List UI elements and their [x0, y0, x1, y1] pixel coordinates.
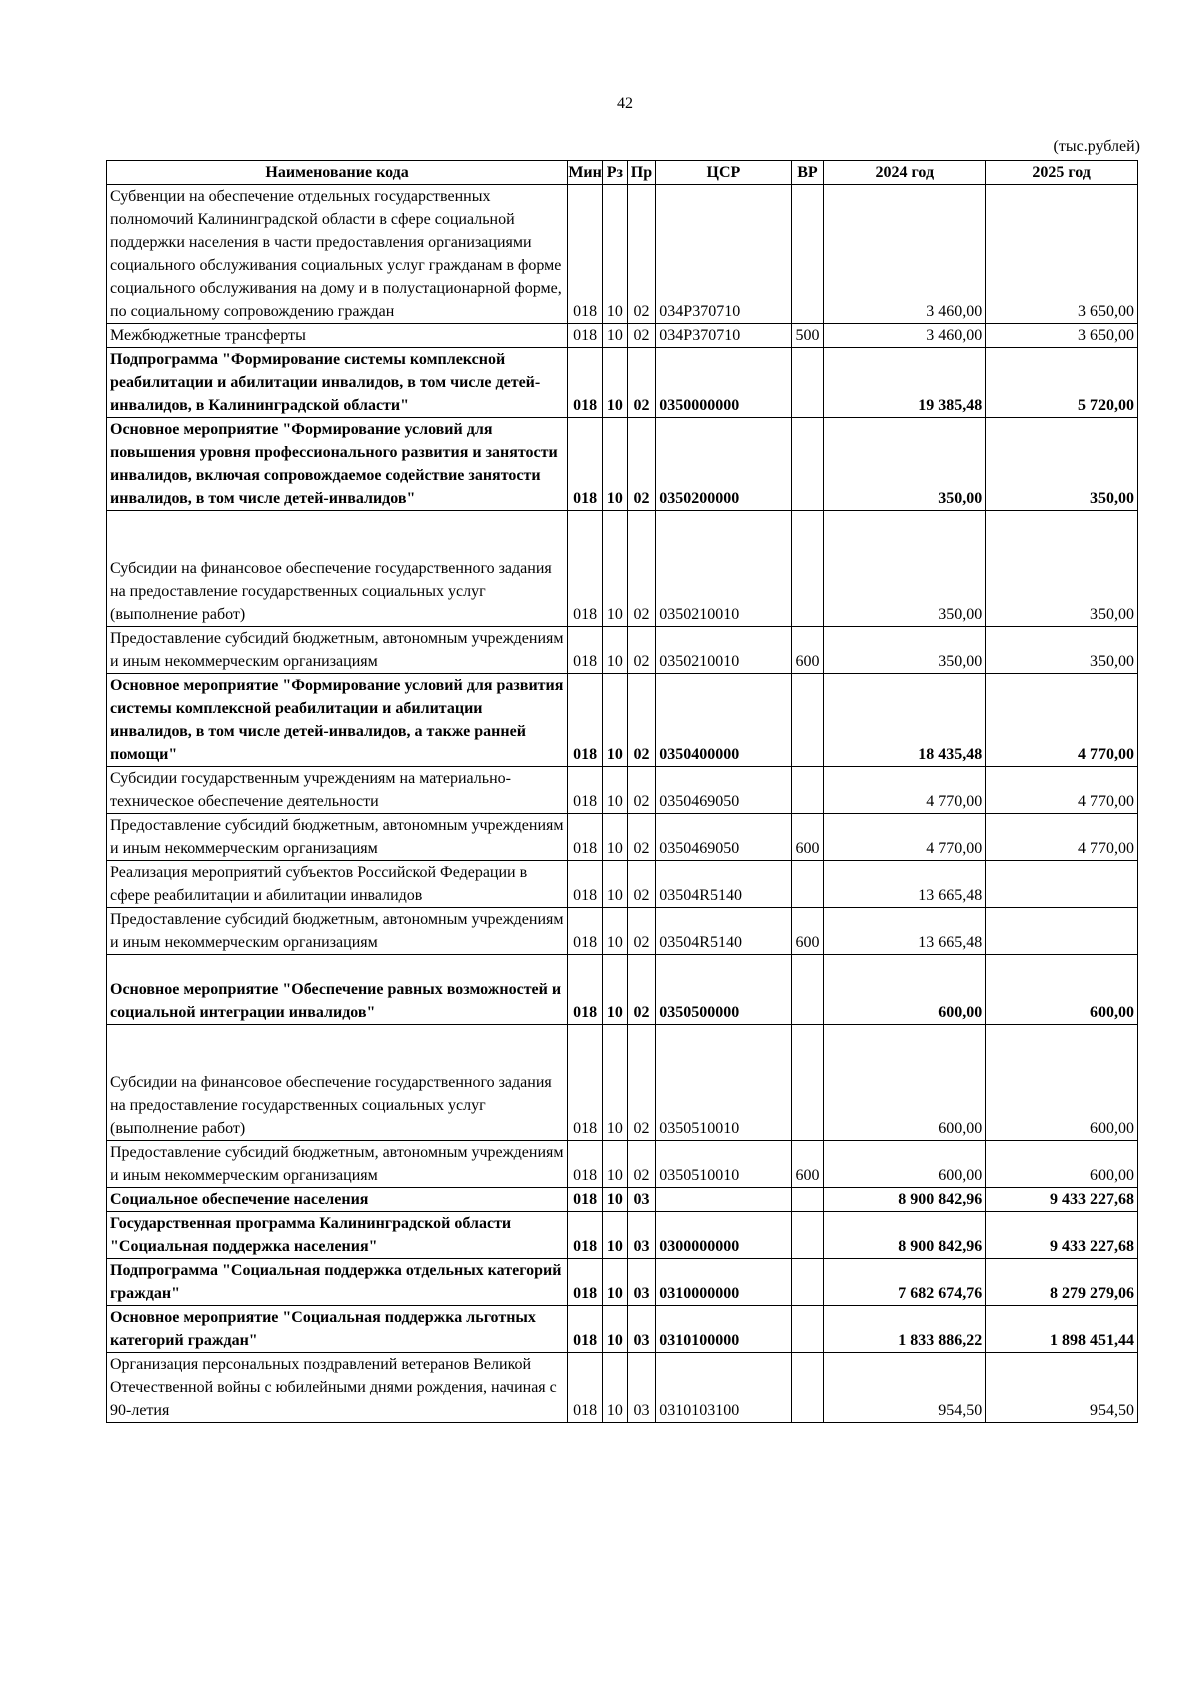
- table-row: [107, 511, 1138, 627]
- row-2024: 600,00: [824, 1025, 986, 1141]
- row-vr: [791, 348, 824, 418]
- row-min: 018: [568, 1025, 603, 1141]
- row-csr: 0310000000: [656, 1259, 791, 1306]
- row-2024: 4 770,00: [824, 814, 986, 861]
- row-rz: 10: [603, 861, 628, 908]
- row-min: 018: [568, 1188, 603, 1212]
- row-csr: 034P370710: [656, 185, 791, 324]
- table-row: [107, 908, 1138, 955]
- row-name: Субсидии на финансовое обеспечение государственного задания на предоставление государственных социальных услуг (выполнение работ): [110, 560, 552, 623]
- row-min: 018: [568, 1259, 603, 1306]
- row-min: 018: [568, 1212, 603, 1259]
- row-2025: 3 650,00: [986, 185, 1138, 324]
- row-min: 018: [568, 861, 603, 908]
- row-min: 018: [568, 767, 603, 814]
- header-2024: 2024 год: [824, 161, 986, 185]
- table-row: [107, 1259, 1138, 1306]
- row-2024: 8 900 842,96: [824, 1188, 986, 1212]
- row-2024: 8 900 842,96: [824, 1212, 986, 1259]
- table-row: [107, 861, 1138, 908]
- row-2025: 4 770,00: [986, 814, 1138, 861]
- row-min: 018: [568, 908, 603, 955]
- row-2025: 600,00: [986, 1141, 1138, 1188]
- row-2025: 350,00: [986, 418, 1138, 511]
- row-name: Предоставление субсидий бюджетным, автономным учреждениям и иным некоммерческим организациям: [107, 908, 568, 955]
- row-2024: 3 460,00: [824, 324, 986, 348]
- row-2025: 9 433 227,68: [986, 1188, 1138, 1212]
- row-vr: [791, 1306, 824, 1353]
- row-rz: 10: [603, 1188, 628, 1212]
- row-min: 018: [568, 1141, 603, 1188]
- table-row: [107, 418, 1138, 511]
- row-name-cell: [107, 511, 568, 627]
- row-pr: 02: [627, 861, 656, 908]
- row-name: Субсидии государственным учреждениям на материально-техническое обеспечение деятельности: [107, 767, 568, 814]
- row-rz: 10: [603, 1306, 628, 1353]
- row-rz: 10: [603, 674, 628, 767]
- row-name-cell: [107, 1025, 568, 1141]
- row-2025: 3 650,00: [986, 324, 1138, 348]
- row-2025: 600,00: [986, 955, 1138, 1025]
- row-csr: 03504R5140: [656, 861, 791, 908]
- budget-table: [106, 160, 1138, 1423]
- row-min: 018: [568, 324, 603, 348]
- row-rz: 10: [603, 1025, 628, 1141]
- row-rz: 10: [603, 324, 628, 348]
- row-rz: 10: [603, 814, 628, 861]
- row-csr: 0350210010: [656, 627, 791, 674]
- row-min: 018: [568, 418, 603, 511]
- row-min: 018: [568, 1353, 603, 1423]
- row-rz: 10: [603, 767, 628, 814]
- row-pr: 03: [627, 1188, 656, 1212]
- table-row: [107, 185, 1138, 324]
- row-vr: [791, 418, 824, 511]
- header-min: Мин: [568, 161, 603, 185]
- row-name: Государственная программа Калининградской области "Социальная поддержка населения": [107, 1212, 568, 1259]
- row-pr: 02: [627, 1025, 656, 1141]
- row-rz: 10: [603, 511, 628, 627]
- row-rz: 10: [603, 1212, 628, 1259]
- row-vr: 600: [791, 814, 824, 861]
- row-2025: 1 898 451,44: [986, 1306, 1138, 1353]
- row-rz: 10: [603, 1353, 628, 1423]
- row-rz: 10: [603, 955, 628, 1025]
- row-rz: 10: [603, 1259, 628, 1306]
- row-vr: 600: [791, 1141, 824, 1188]
- row-2025: 600,00: [986, 1025, 1138, 1141]
- table-row: [107, 627, 1138, 674]
- row-2024: 18 435,48: [824, 674, 986, 767]
- row-min: 018: [568, 627, 603, 674]
- row-csr: 0350510010: [656, 1141, 791, 1188]
- row-pr: 02: [627, 185, 656, 324]
- row-2024: 3 460,00: [824, 185, 986, 324]
- row-vr: [791, 1212, 824, 1259]
- row-vr: [791, 674, 824, 767]
- row-csr: 0350500000: [656, 955, 791, 1025]
- row-rz: 10: [603, 908, 628, 955]
- row-csr: 0350000000: [656, 348, 791, 418]
- row-vr: [791, 1259, 824, 1306]
- row-csr: 0310103100: [656, 1353, 791, 1423]
- row-pr: 02: [627, 955, 656, 1025]
- row-2025: [986, 908, 1138, 955]
- row-rz: 10: [603, 185, 628, 324]
- row-name: Межбюджетные трансферты: [107, 324, 568, 348]
- row-name: Подпрограмма "Формирование системы комплексной реабилитации и абилитации инвалидов, в том числе детей-инвалидов, в Калининградской области": [107, 348, 568, 418]
- row-vr: [791, 185, 824, 324]
- row-min: 018: [568, 955, 603, 1025]
- row-pr: 02: [627, 1141, 656, 1188]
- table-row: [107, 1306, 1138, 1353]
- row-2025: 4 770,00: [986, 767, 1138, 814]
- row-name-cell: [107, 955, 568, 1025]
- row-name: Реализация мероприятий субъектов Российской Федерации в сфере реабилитации и абилитации инвалидов: [107, 861, 568, 908]
- row-2025: 954,50: [986, 1353, 1138, 1423]
- row-vr: [791, 1025, 824, 1141]
- row-2024: 13 665,48: [824, 861, 986, 908]
- row-name: Субсидии на финансовое обеспечение государственного задания на предоставление государственных социальных услуг (выполнение работ): [110, 1074, 552, 1137]
- row-2025: 350,00: [986, 627, 1138, 674]
- row-2024: 350,00: [824, 511, 986, 627]
- row-name: Основное мероприятие "Формирование условий для повышения уровня профессионального развития и занятости инвалидов, включая сопровождаемое содействие занятости инвалидов, в том числе детей-инвалидов": [107, 418, 568, 511]
- row-csr: 03504R5140: [656, 908, 791, 955]
- row-pr: 02: [627, 324, 656, 348]
- row-2025: [986, 861, 1138, 908]
- table-row: [107, 324, 1138, 348]
- row-2025: 9 433 227,68: [986, 1212, 1138, 1259]
- row-name: Предоставление субсидий бюджетным, автономным учреждениям и иным некоммерческим организациям: [107, 814, 568, 861]
- table-row: [107, 1141, 1138, 1188]
- row-2024: 954,50: [824, 1353, 986, 1423]
- row-2024: 350,00: [824, 418, 986, 511]
- header-csr: ЦСР: [656, 161, 791, 185]
- row-vr: 600: [791, 627, 824, 674]
- row-2025: 4 770,00: [986, 674, 1138, 767]
- row-name: Социальное обеспечение населения: [107, 1188, 568, 1212]
- row-name: Основное мероприятие "Формирование условий для развития системы комплексной реабилитации и абилитации инвалидов, в том числе детей-инвалидов, а также ранней помощи": [107, 674, 568, 767]
- row-csr: 0350510010: [656, 1025, 791, 1141]
- row-min: 018: [568, 185, 603, 324]
- units-label: (тыс.рублей): [1053, 138, 1140, 155]
- row-vr: [791, 511, 824, 627]
- row-min: 018: [568, 814, 603, 861]
- row-pr: 02: [627, 627, 656, 674]
- row-pr: 02: [627, 511, 656, 627]
- row-2025: 5 720,00: [986, 348, 1138, 418]
- row-csr: 0300000000: [656, 1212, 791, 1259]
- row-2024: 600,00: [824, 955, 986, 1025]
- row-name: Организация персональных поздравлений ветеранов Великой Отечественной войны с юбилейными днями рождения, начиная с 90-летия: [107, 1353, 568, 1423]
- row-csr: 0350469050: [656, 767, 791, 814]
- row-2024: 600,00: [824, 1141, 986, 1188]
- row-2025: 8 279 279,06: [986, 1259, 1138, 1306]
- row-min: 018: [568, 1306, 603, 1353]
- row-pr: 02: [627, 348, 656, 418]
- row-rz: 10: [603, 627, 628, 674]
- row-csr: 0350469050: [656, 814, 791, 861]
- row-rz: 10: [603, 1141, 628, 1188]
- header-rz: Рз: [603, 161, 628, 185]
- table-row: [107, 674, 1138, 767]
- header-2025: 2025 год: [986, 161, 1138, 185]
- table-row: [107, 1353, 1138, 1423]
- row-name: Основное мероприятие "Социальная поддержка льготных категорий граждан": [107, 1306, 568, 1353]
- row-vr: 500: [791, 324, 824, 348]
- row-csr: 034P370710: [656, 324, 791, 348]
- row-csr: 0350400000: [656, 674, 791, 767]
- page-number: 42: [617, 95, 633, 112]
- row-vr: [791, 955, 824, 1025]
- row-pr: 02: [627, 814, 656, 861]
- row-2024: 350,00: [824, 627, 986, 674]
- header-vr: ВР: [791, 161, 824, 185]
- row-name: Основное мероприятие "Обеспечение равных возможностей и социальной интеграции инвалидов": [110, 981, 562, 1021]
- row-pr: 03: [627, 1212, 656, 1259]
- table-row: [107, 1212, 1138, 1259]
- row-min: 018: [568, 674, 603, 767]
- row-2024: 19 385,48: [824, 348, 986, 418]
- row-vr: 600: [791, 908, 824, 955]
- row-vr: [791, 1188, 824, 1212]
- row-2024: 7 682 674,76: [824, 1259, 986, 1306]
- table-row: [107, 348, 1138, 418]
- row-pr: 03: [627, 1306, 656, 1353]
- table-row: [107, 1188, 1138, 1212]
- table-row: [107, 814, 1138, 861]
- row-name: Предоставление субсидий бюджетным, автономным учреждениям и иным некоммерческим организациям: [107, 1141, 568, 1188]
- row-pr: 02: [627, 908, 656, 955]
- table-row: [107, 1025, 1138, 1141]
- row-csr: 0350200000: [656, 418, 791, 511]
- row-rz: 10: [603, 348, 628, 418]
- row-csr: 0310100000: [656, 1306, 791, 1353]
- table-row: [107, 955, 1138, 1025]
- row-vr: [791, 861, 824, 908]
- row-csr: 0350210010: [656, 511, 791, 627]
- header-pr: Пр: [627, 161, 656, 185]
- header-name: Наименование кода: [107, 161, 568, 185]
- row-2024: 1 833 886,22: [824, 1306, 986, 1353]
- row-min: 018: [568, 511, 603, 627]
- row-pr: 03: [627, 1353, 656, 1423]
- row-name: Субвенции на обеспечение отдельных государственных полномочий Калининградской области в сфере социальной поддержки населения в части предоставления организациями социального обслуживания социальных услуг гражданам в форме социального обслуживания на дому и в полустационарной форме, по социальному сопровождению граждан: [107, 185, 568, 324]
- row-name: Предоставление субсидий бюджетным, автономным учреждениям и иным некоммерческим организациям: [107, 627, 568, 674]
- row-pr: 02: [627, 418, 656, 511]
- row-2025: 350,00: [986, 511, 1138, 627]
- row-csr: [656, 1188, 791, 1212]
- row-vr: [791, 1353, 824, 1423]
- row-name: Подпрограмма "Социальная поддержка отдельных категорий граждан": [107, 1259, 568, 1306]
- row-min: 018: [568, 348, 603, 418]
- row-pr: 02: [627, 767, 656, 814]
- row-2024: 4 770,00: [824, 767, 986, 814]
- table-header-row: [107, 161, 1138, 185]
- row-vr: [791, 767, 824, 814]
- row-pr: 03: [627, 1259, 656, 1306]
- row-2024: 13 665,48: [824, 908, 986, 955]
- table-row: [107, 767, 1138, 814]
- row-pr: 02: [627, 674, 656, 767]
- row-rz: 10: [603, 418, 628, 511]
